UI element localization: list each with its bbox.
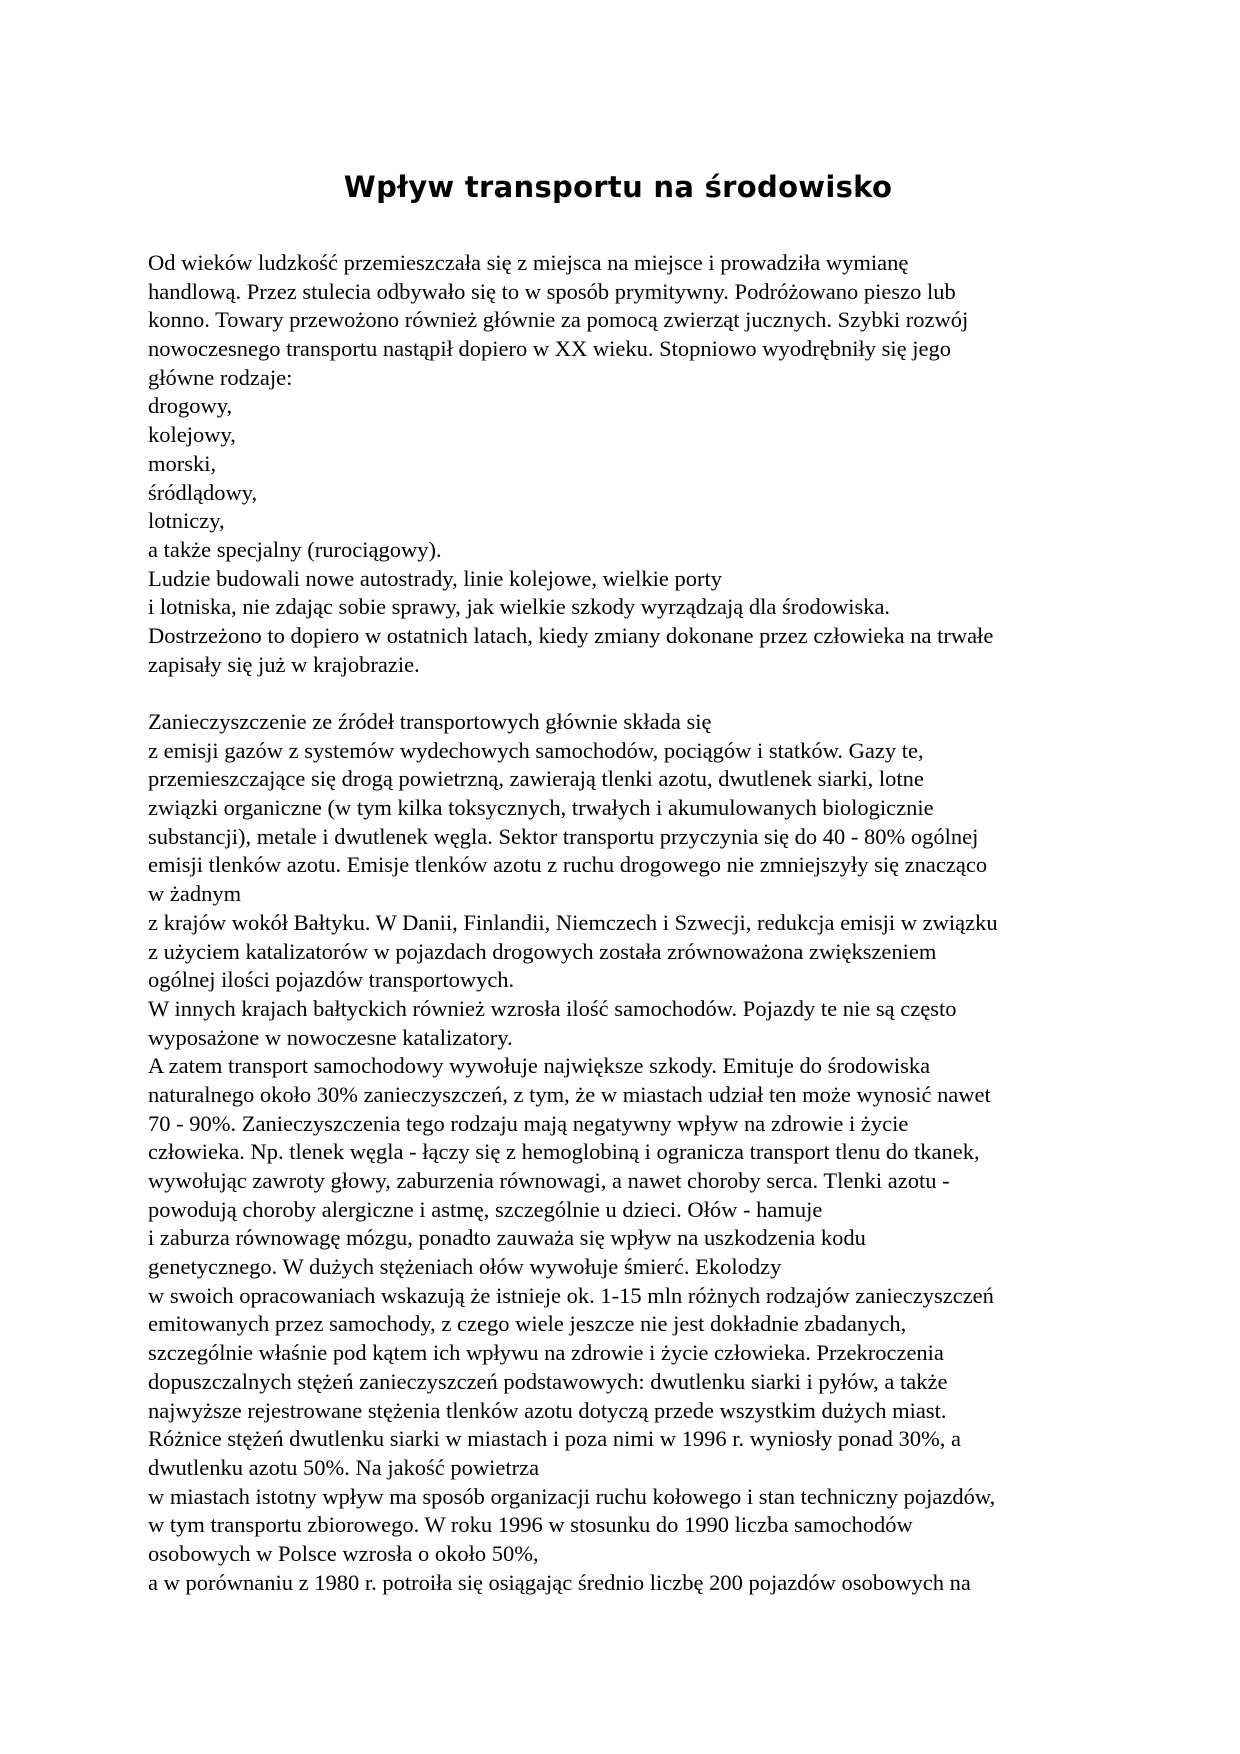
text-line: szczególnie właśnie pod kątem ich wpływu na zdrowie i życie człowieka. Przekroczenia [148, 1340, 944, 1366]
document-body [148, 249, 1108, 1597]
text-line: wyposażone w nowoczesne katalizatory. [148, 1024, 513, 1050]
text-line: kolejowy, [148, 422, 236, 448]
text-line: konno. Towary przewożono również głównie za pomocą zwierząt jucznych. Szybki rozwój [148, 307, 969, 333]
text-line: w miastach istotny wpływ ma sposób organizacji ruchu kołowego i stan techniczny pojazdów, [148, 1483, 996, 1509]
text-line: Zanieczyszczenie ze źródeł transportowych głównie składa się [148, 709, 712, 734]
text-line: emisji tlenków azotu. Emisje tlenków azotu z ruchu drogowego nie zmniejszyły się znacząco [148, 852, 988, 878]
text-line: z krajów wokół Bałtyku. W Danii, Finlandii, Niemczech i Szwecji, redukcja emisji w związku [148, 909, 998, 935]
text-line: zapisały się już w krajobrazie. [148, 651, 420, 677]
text-line [148, 679, 1108, 708]
text-line: Dostrzeżono to dopiero w ostatnich latach, kiedy zmiany dokonane przez człowieka na trwałe [148, 622, 994, 648]
text-line: w tym transportu zbiorowego. W roku 1996 w stosunku do 1990 liczba samochodów [148, 1512, 913, 1538]
text-line: genetycznego. W dużych stężeniach ołów wywołuje śmierć. Ekolodzy [148, 1254, 782, 1280]
text-line: morski, [148, 450, 217, 476]
text-line: substancji), metale i dwutlenek węgla. Sektor transportu przyczynia się do 40 - 80% ogólnej [148, 823, 979, 849]
text-line: główne rodzaje: [148, 364, 293, 390]
text-line: 70 - 90%. Zanieczyszczenia tego rodzaju mają negatywny wpływ na zdrowie i życie [148, 1110, 909, 1136]
document-title: Wpływ transportu na środowisko [343, 170, 893, 204]
text-line: emitowanych przez samochody, z czego wiele jeszcze nie jest dokładnie zbadanych, [148, 1311, 907, 1337]
text-line: naturalnego około 30% zanieczyszczeń, z tym, że w miastach udział ten może wynosić nawet [148, 1081, 991, 1107]
text-line: lotniczy, [148, 508, 225, 534]
text-line: z emisji gazów z systemów wydechowych samochodów, pociągów i statków. Gazy te, [148, 737, 924, 763]
text-line: w żadnym [148, 881, 242, 907]
text-line: dwutlenku azotu 50%. Na jakość powietrza [148, 1454, 540, 1480]
text-line: A zatem transport samochodowy wywołuje największe szkody. Emituje do środowiska [148, 1053, 931, 1079]
text-line: z użyciem katalizatorów w pojazdach drogowych została zrównoważona zwiększeniem [148, 938, 937, 964]
text-line: przemieszczające się drogą powietrzną, zawierają tlenki azotu, dwutlenek siarki, lotne [148, 766, 924, 792]
text-line: człowieka. Np. tlenek węgla - łączy się z hemoglobiną i ogranicza transport tlenu do tkanek, [148, 1139, 980, 1165]
text-line: W innych krajach bałtyckich również wzrosła ilość samochodów. Pojazdy te nie są często [148, 995, 957, 1021]
text-line: Od wieków ludzkość przemieszczała się z miejsca na miejsce i prowadziła wymianę [148, 250, 909, 275]
text-line: związki organiczne (w tym kilka toksycznych, trwałych i akumulowanych biologicznie [148, 795, 934, 821]
text-line: osobowych w Polsce wzrosła o około 50%, [148, 1540, 539, 1566]
text-line: najwyższe rejestrowane stężenia tlenków azotu dotyczą przede wszystkim dużych miast. [148, 1397, 947, 1423]
text-line: i zaburza równowagę mózgu, ponadto zauważa się wpływ na uszkodzenia kodu [148, 1225, 866, 1251]
text-line: Ludzie budowali nowe autostrady, linie kolejowe, wielkie porty [148, 565, 723, 591]
text-line: śródlądowy, [148, 479, 258, 505]
text-line: i lotniska, nie zdając sobie sprawy, jak wielkie szkody wyrządzają dla środowiska. [148, 594, 891, 620]
text-line: a także specjalny (rurociągowy). [148, 536, 442, 562]
text-line: wywołując zawroty głowy, zaburzenia równowagi, a nawet choroby serca. Tlenki azotu - [148, 1168, 950, 1193]
text-line: nowoczesnego transportu nastąpił dopiero w XX wieku. Stopniowo wyodrębniły się jego [148, 336, 951, 362]
text-line: Różnice stężeń dwutlenku siarki w miastach i poza nimi w 1996 r. wyniosły ponad 30%, a [148, 1426, 961, 1452]
text-line: a w porównaniu z 1980 r. potroiła się osiągając średnio liczbę 200 pojazdów osobowych na [148, 1569, 971, 1595]
text-line: handlową. Przez stulecia odbywało się to w sposób prymitywny. Podróżowano pieszo lub [148, 278, 956, 304]
text-line: powodują choroby alergiczne i astmę, szczególnie u dzieci. Ołów - hamuje [148, 1196, 823, 1222]
text-line: ogólnej ilości pojazdów transportowych. [148, 967, 515, 993]
text-line: dopuszczalnych stężeń zanieczyszczeń podstawowych: dwutlenku siarki i pyłów, a także [148, 1368, 948, 1394]
text-line: drogowy, [148, 393, 233, 419]
text-line: w swoich opracowaniach wskazują że istnieje ok. 1-15 mln różnych rodzajów zanieczyszczeń [148, 1282, 994, 1308]
